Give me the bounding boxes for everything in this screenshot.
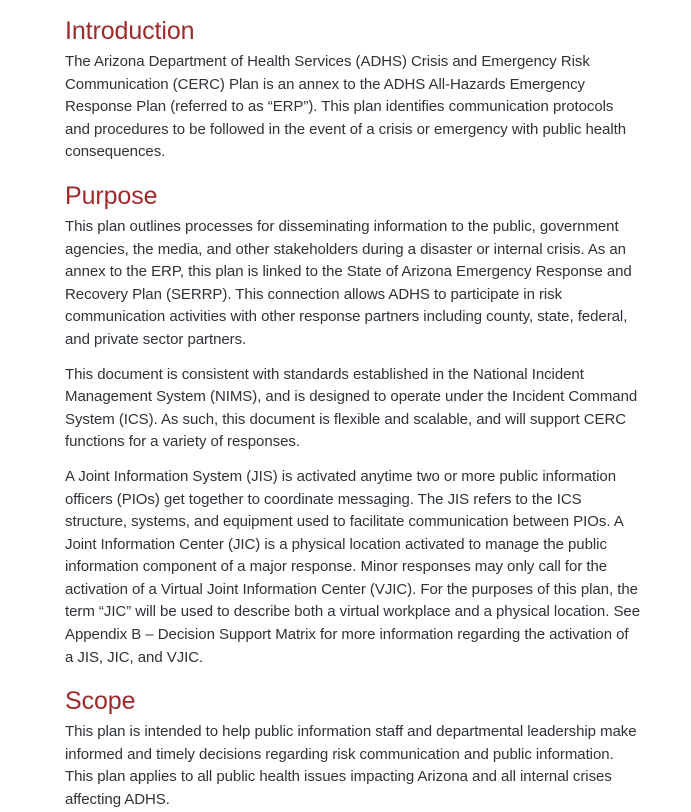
heading-introduction: Introduction	[65, 17, 195, 45]
section-introduction	[65, 0, 640, 164]
heading-purpose: Purpose	[65, 181, 158, 210]
paragraph-purpose-2: This document is consistent with standards established in the National Incident Management System (NIMS), and is designed to operate under the Incident Command System (ICS). As such, this document is flexible and scalable, and will support CERC functions for a variety of responses.	[65, 365, 638, 451]
section-scope	[65, 686, 640, 811]
heading-scope: Scope	[65, 687, 136, 716]
paragraph-introduction-1: The Arizona Department of Health Services (ADHS) Crisis and Emergency Risk Communication (CERC) Plan is an annex to the ADHS All-Hazards Emergency Response Plan (referred to as “ERP”). This plan identifies communication protocols and procedures to be followed in the event of a crisis or emergency with public health consequences.	[65, 53, 627, 161]
paragraph-purpose-1: This plan outlines processes for disseminating information to the public, government agencies, the media, and other stakeholders during a disaster or internal crisis. As an annex to the ERP, this plan is linked to the State of Arizona Emergency Response and Recovery Plan (SERRP). This connection allows ADHS to participate in risk communication activities with other response partners including county, state, federal, and private sector partners.	[65, 217, 632, 348]
section-purpose	[65, 181, 640, 669]
paragraph-scope-1: This plan is intended to help public information staff and departmental leadership make informed and timely decisions regarding risk communication and public information. This plan applies to all public health issues impacting Arizona and all internal crises affecting ADHS.	[65, 723, 637, 809]
paragraph-purpose-3: A Joint Information System (JIS) is activated anytime two or more public information officers (PIOs) get together to coordinate messaging. The JIS refers to the ICS structure, systems, and equipment used to facilitate communication between PIOs. A Joint Information Center (JIC) is a physical location activated to manage the public information component of a major response. Minor responses may only call for the activation of a Virtual Joint Information Center (VJIC). For the purposes of this plan, the term “JIC” will be used to describe both a virtual workplace and a physical location. See Appendix B – Decision Support Matrix for more information regarding the activation of a JIS, JIC, and VJIC.	[65, 467, 640, 666]
